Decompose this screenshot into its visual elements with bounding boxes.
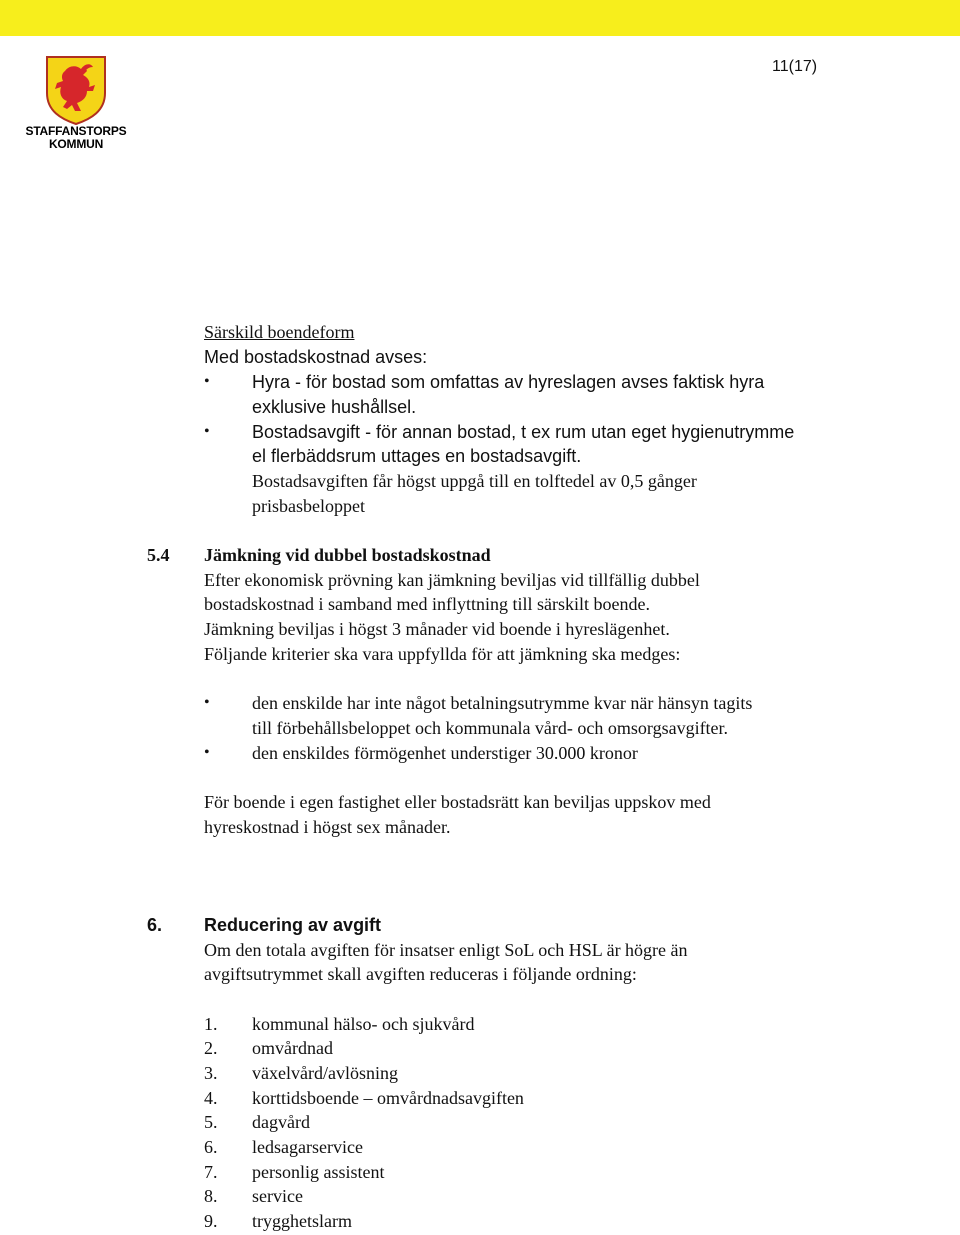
bullet-line: Hyra - för bostad som omfattas av hyreslagen avses faktisk hyra	[252, 372, 765, 392]
body-line: Om den totala avgiften för insatser enligt SoL och HSL är högre än	[204, 940, 688, 960]
list-item-number: 2.	[204, 1038, 218, 1058]
list-item-number: 3.	[204, 1063, 218, 1083]
criteria-line: den enskildes förmögenhet understiger 30.000 kronor	[252, 743, 638, 763]
section-number: 6.	[147, 915, 163, 935]
list-item-number: 9.	[204, 1211, 218, 1231]
bullet-marker: •	[204, 744, 210, 761]
list-item: omvårdnad	[252, 1038, 333, 1058]
list-item: trygghetslarm	[252, 1211, 352, 1231]
intro-text: Med bostadskostnad avses:	[204, 347, 428, 367]
bullet-line: exklusive hushållsel.	[252, 397, 417, 417]
list-item: växelvård/avlösning	[252, 1063, 398, 1083]
municipality-logo	[24, 55, 128, 161]
page-number: 11(17)	[772, 58, 818, 75]
body-line: Efter ekonomisk prövning kan jämkning beviljas vid tillfällig dubbel	[204, 570, 700, 590]
note-line: Bostadsavgiften får högst uppgå till en tolftedel av 0,5 gånger	[252, 471, 697, 491]
body-line: bostadskostnad i samband med inflyttning till särskilt boende.	[204, 594, 650, 614]
criteria-line: den enskilde har inte något betalningsutrymme kvar när hänsyn tagits	[252, 693, 753, 713]
bullet-line: Bostadsavgift - för annan bostad, t ex rum utan eget hygienutrymme	[252, 422, 795, 442]
section-heading: Reducering av avgift	[204, 915, 382, 935]
bullet-marker: •	[204, 373, 210, 390]
list-item-number: 4.	[204, 1088, 218, 1108]
list-item: ledsagarservice	[252, 1137, 363, 1157]
body-line: avgiftsutrymmet skall avgiften reduceras i följande ordning:	[204, 964, 637, 984]
logo-text-line2: KOMMUN	[48, 137, 104, 151]
list-item: kommunal hälso- och sjukvård	[252, 1014, 475, 1034]
closing-line: hyreskostnad i högst sex månader.	[204, 817, 451, 837]
list-item-number: 5.	[204, 1112, 218, 1132]
list-item: korttidsboende – omvårdnadsavgiften	[252, 1088, 524, 1108]
logo-text-line1: STAFFANSTORPS	[25, 124, 127, 138]
bullet-line: el flerbäddsrum uttages en bostadsavgift.	[252, 446, 582, 466]
list-item: service	[252, 1186, 303, 1206]
list-item-number: 7.	[204, 1162, 218, 1182]
note-line: prisbasbeloppet	[252, 496, 365, 516]
top-color-bar	[0, 0, 960, 36]
section-heading: Jämkning vid dubbel bostadskostnad	[204, 545, 491, 565]
section-number: 5.4	[147, 545, 170, 565]
list-item: dagvård	[252, 1112, 310, 1132]
body-line: Följande kriterier ska vara uppfyllda för att jämkning ska medges:	[204, 644, 681, 664]
bullet-marker: •	[204, 423, 210, 440]
list-item: personlig assistent	[252, 1162, 385, 1182]
section-title-special-housing: Särskild boendeform	[204, 322, 355, 342]
coat-of-arms-lion-icon	[45, 55, 107, 125]
body-line: Jämkning beviljas i högst 3 månader vid boende i hyreslägenhet.	[204, 619, 670, 639]
list-item-number: 6.	[204, 1137, 218, 1157]
list-item-number: 8.	[204, 1186, 218, 1206]
list-item-number: 1.	[204, 1014, 218, 1034]
closing-line: För boende i egen fastighet eller bostadsrätt kan beviljas uppskov med	[204, 792, 711, 812]
bullet-marker: •	[204, 694, 210, 711]
criteria-line: till förbehållsbeloppet och kommunala vård- och omsorgsavgifter.	[252, 718, 729, 738]
